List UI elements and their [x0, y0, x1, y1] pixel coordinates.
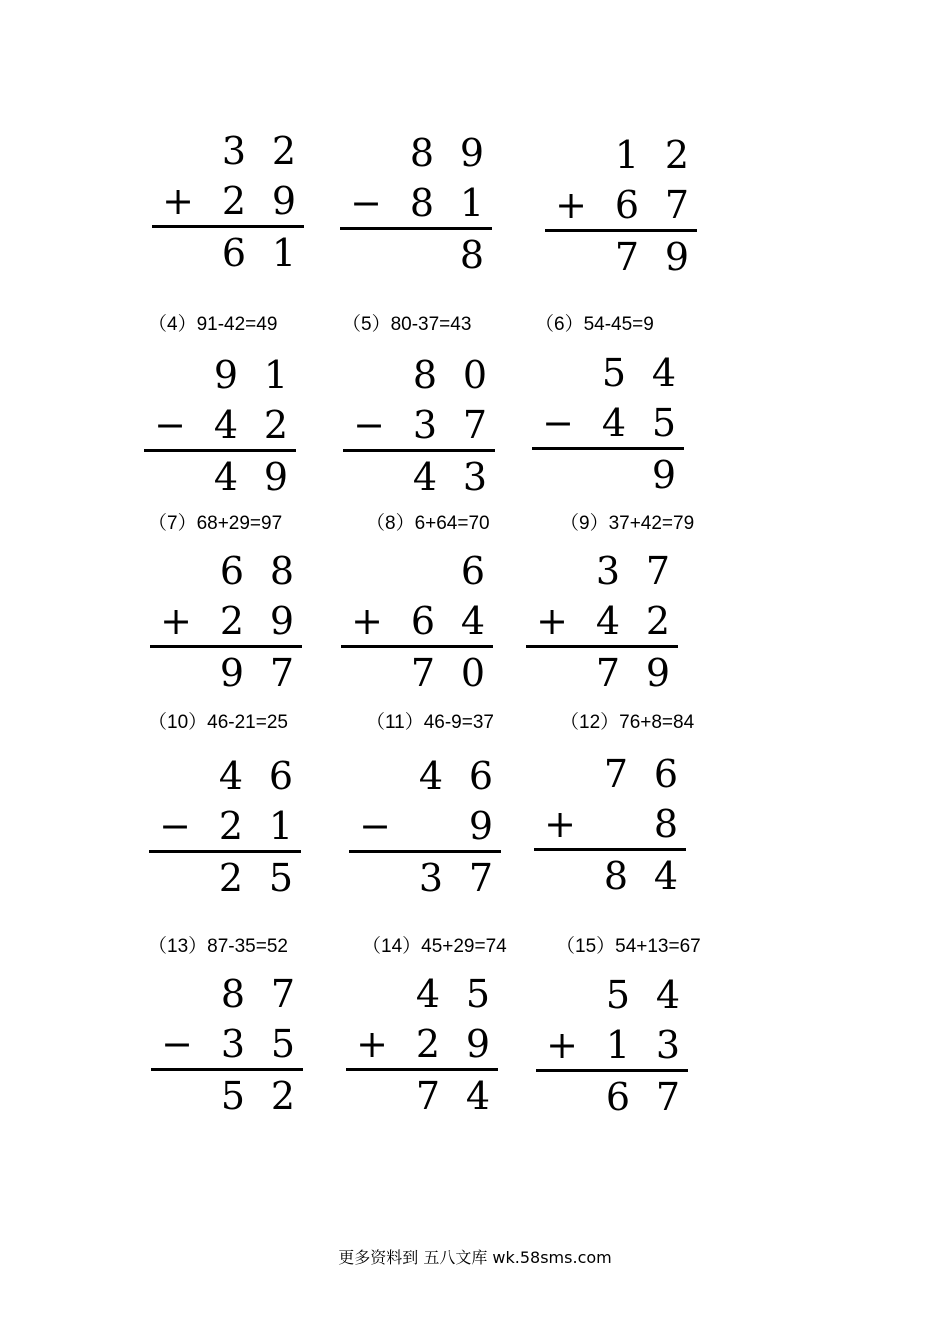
problem-label-15: （15）54+13=67 — [556, 936, 701, 957]
vertical-calc-15 — [536, 972, 688, 1122]
digit: 3 — [221, 129, 247, 173]
vertical-calc-12 — [534, 751, 686, 901]
second-operand — [341, 598, 493, 644]
digit: 2 — [645, 599, 671, 643]
digit: 4 — [218, 754, 244, 798]
operator: − — [154, 403, 186, 447]
problem-label-4: （4）91-42=49 — [148, 314, 278, 335]
problem-label-14: （14）45+29=74 — [362, 936, 507, 957]
digit: 4 — [595, 599, 621, 643]
problem-label-11: （11）46-9=37 — [366, 712, 494, 733]
result — [343, 454, 495, 500]
problem-label-9: （9）37+42=79 — [560, 513, 695, 534]
result-line — [151, 1068, 303, 1071]
result — [340, 232, 492, 278]
result-line — [152, 225, 304, 228]
digit: 6 — [653, 752, 679, 796]
result — [534, 853, 686, 899]
vertical-calc-9 — [526, 548, 678, 698]
digit: 3 — [462, 455, 488, 499]
digit: 2 — [664, 133, 690, 177]
result — [346, 1073, 498, 1119]
digit: 2 — [218, 856, 244, 900]
digit: 5 — [605, 973, 631, 1017]
digit: 4 — [213, 403, 239, 447]
digit: 4 — [412, 455, 438, 499]
digit: 7 — [645, 549, 671, 593]
digit: 8 — [269, 549, 295, 593]
result — [144, 454, 296, 500]
problem-label-7: （7）68+29=97 — [148, 513, 283, 534]
vertical-calc-5 — [343, 352, 495, 502]
digit: 2 — [218, 804, 244, 848]
vertical-calc-3 — [545, 132, 697, 282]
vertical-calc-2 — [340, 130, 492, 280]
digit: 3 — [220, 1022, 246, 1066]
problem-label-12: （12）76+8=84 — [560, 712, 695, 733]
digit: 5 — [651, 401, 677, 445]
digit: 9 — [213, 353, 239, 397]
digit: 2 — [271, 129, 297, 173]
digit: 5 — [270, 1022, 296, 1066]
digit: 7 — [614, 235, 640, 279]
digit: 3 — [595, 549, 621, 593]
second-operand — [532, 400, 684, 446]
digit: 4 — [601, 401, 627, 445]
operator: + — [160, 599, 192, 643]
result-line — [349, 850, 501, 853]
result-line — [341, 645, 493, 648]
vertical-calc-4 — [144, 352, 296, 502]
operator: + — [546, 1023, 578, 1067]
first-addend — [151, 971, 303, 1017]
second-operand — [152, 178, 304, 224]
operator: + — [351, 599, 383, 643]
operator: + — [544, 802, 576, 846]
digit: 4 — [653, 854, 679, 898]
digit: 8 — [459, 233, 485, 277]
second-operand — [346, 1021, 498, 1067]
digit: 9 — [651, 453, 677, 497]
digit: 2 — [219, 599, 245, 643]
problem-label-5: （5）80-37=43 — [342, 314, 472, 335]
digit: 6 — [221, 231, 247, 275]
footer-source-text: 更多资料到 五八文库 wk.58sms.com — [338, 1248, 612, 1267]
digit: 5 — [220, 1074, 246, 1118]
result — [151, 1073, 303, 1119]
digit: 9 — [263, 455, 289, 499]
first-addend — [545, 132, 697, 178]
first-addend — [534, 751, 686, 797]
first-addend — [526, 548, 678, 594]
result-line — [150, 645, 302, 648]
digit: 6 — [605, 1075, 631, 1119]
second-operand — [150, 598, 302, 644]
digit: 7 — [270, 972, 296, 1016]
first-addend — [532, 350, 684, 396]
digit: 4 — [213, 455, 239, 499]
digit: 3 — [655, 1023, 681, 1067]
vertical-calc-13 — [151, 971, 303, 1121]
operator: − — [353, 403, 385, 447]
first-addend — [341, 548, 493, 594]
digit: 7 — [603, 752, 629, 796]
vertical-calc-11 — [349, 753, 501, 903]
result — [545, 234, 697, 280]
digit: 5 — [601, 351, 627, 395]
digit: 9 — [271, 179, 297, 223]
result-line — [340, 227, 492, 230]
vertical-calc-6 — [532, 350, 684, 500]
first-addend — [340, 130, 492, 176]
digit: 4 — [655, 973, 681, 1017]
result — [152, 230, 304, 276]
digit: 8 — [220, 972, 246, 1016]
digit: 9 — [468, 804, 494, 848]
digit: 6 — [460, 549, 486, 593]
result-line — [346, 1068, 498, 1071]
operator: − — [350, 181, 382, 225]
digit: 6 — [219, 549, 245, 593]
digit: 6 — [614, 183, 640, 227]
digit: 9 — [459, 131, 485, 175]
digit: 3 — [412, 403, 438, 447]
digit: 9 — [664, 235, 690, 279]
result — [150, 650, 302, 696]
digit: 8 — [409, 131, 435, 175]
second-operand — [526, 598, 678, 644]
result-line — [545, 229, 697, 232]
operator: + — [536, 599, 568, 643]
digit: 7 — [655, 1075, 681, 1119]
second-operand — [343, 402, 495, 448]
first-addend — [349, 753, 501, 799]
operator: + — [356, 1022, 388, 1066]
second-operand — [545, 182, 697, 228]
digit: 7 — [664, 183, 690, 227]
digit: 9 — [645, 651, 671, 695]
result-line — [532, 447, 684, 450]
vertical-calc-10 — [149, 753, 301, 903]
operator: − — [542, 401, 574, 445]
second-operand — [349, 803, 501, 849]
digit: 1 — [263, 353, 289, 397]
first-addend — [149, 753, 301, 799]
problem-label-10: （10）46-21=25 — [148, 712, 288, 733]
result — [536, 1074, 688, 1120]
problem-label-13: （13）87-35=52 — [148, 936, 288, 957]
digit: 1 — [271, 231, 297, 275]
digit: 2 — [270, 1074, 296, 1118]
digit: 8 — [412, 353, 438, 397]
digit: 7 — [410, 651, 436, 695]
result-line — [144, 449, 296, 452]
second-operand — [144, 402, 296, 448]
result — [526, 650, 678, 696]
result — [532, 452, 684, 498]
digit: 1 — [605, 1023, 631, 1067]
digit: 2 — [415, 1022, 441, 1066]
operator: + — [162, 179, 194, 223]
digit: 2 — [221, 179, 247, 223]
operator: + — [555, 183, 587, 227]
problem-label-6: （6）54-45=9 — [535, 314, 654, 335]
second-operand — [151, 1021, 303, 1067]
digit: 8 — [409, 181, 435, 225]
result-line — [343, 449, 495, 452]
digit: 4 — [415, 972, 441, 1016]
digit: 9 — [269, 599, 295, 643]
result — [349, 855, 501, 901]
second-operand — [536, 1022, 688, 1068]
result-line — [526, 645, 678, 648]
first-addend — [346, 971, 498, 1017]
digit: 7 — [415, 1074, 441, 1118]
second-operand — [534, 801, 686, 847]
second-operand — [149, 803, 301, 849]
digit: 1 — [614, 133, 640, 177]
result — [149, 855, 301, 901]
operator: − — [161, 1022, 193, 1066]
digit: 0 — [460, 651, 486, 695]
result-line — [149, 850, 301, 853]
digit: 7 — [468, 856, 494, 900]
digit: 4 — [651, 351, 677, 395]
second-operand — [340, 180, 492, 226]
digit: 6 — [268, 754, 294, 798]
digit: 5 — [465, 972, 491, 1016]
digit: 6 — [468, 754, 494, 798]
result — [341, 650, 493, 696]
result-line — [534, 848, 686, 851]
digit: 9 — [219, 651, 245, 695]
first-addend — [343, 352, 495, 398]
digit: 6 — [410, 599, 436, 643]
digit: 7 — [462, 403, 488, 447]
result-line — [536, 1069, 688, 1072]
digit: 7 — [595, 651, 621, 695]
digit: 4 — [418, 754, 444, 798]
first-addend — [152, 128, 304, 174]
digit: 4 — [465, 1074, 491, 1118]
digit: 1 — [459, 181, 485, 225]
first-addend — [144, 352, 296, 398]
operator: − — [359, 804, 391, 848]
first-addend — [150, 548, 302, 594]
operator: − — [159, 804, 191, 848]
digit: 8 — [603, 854, 629, 898]
vertical-calc-1 — [152, 128, 304, 278]
vertical-calc-7 — [150, 548, 302, 698]
digit: 7 — [269, 651, 295, 695]
first-addend — [536, 972, 688, 1018]
digit: 5 — [268, 856, 294, 900]
digit: 0 — [462, 353, 488, 397]
digit: 3 — [418, 856, 444, 900]
digit: 2 — [263, 403, 289, 447]
vertical-calc-8 — [341, 548, 493, 698]
digit: 9 — [465, 1022, 491, 1066]
digit: 1 — [268, 804, 294, 848]
digit: 8 — [653, 802, 679, 846]
vertical-calc-14 — [346, 971, 498, 1121]
digit: 4 — [460, 599, 486, 643]
problem-label-8: （8）6+64=70 — [366, 513, 490, 534]
